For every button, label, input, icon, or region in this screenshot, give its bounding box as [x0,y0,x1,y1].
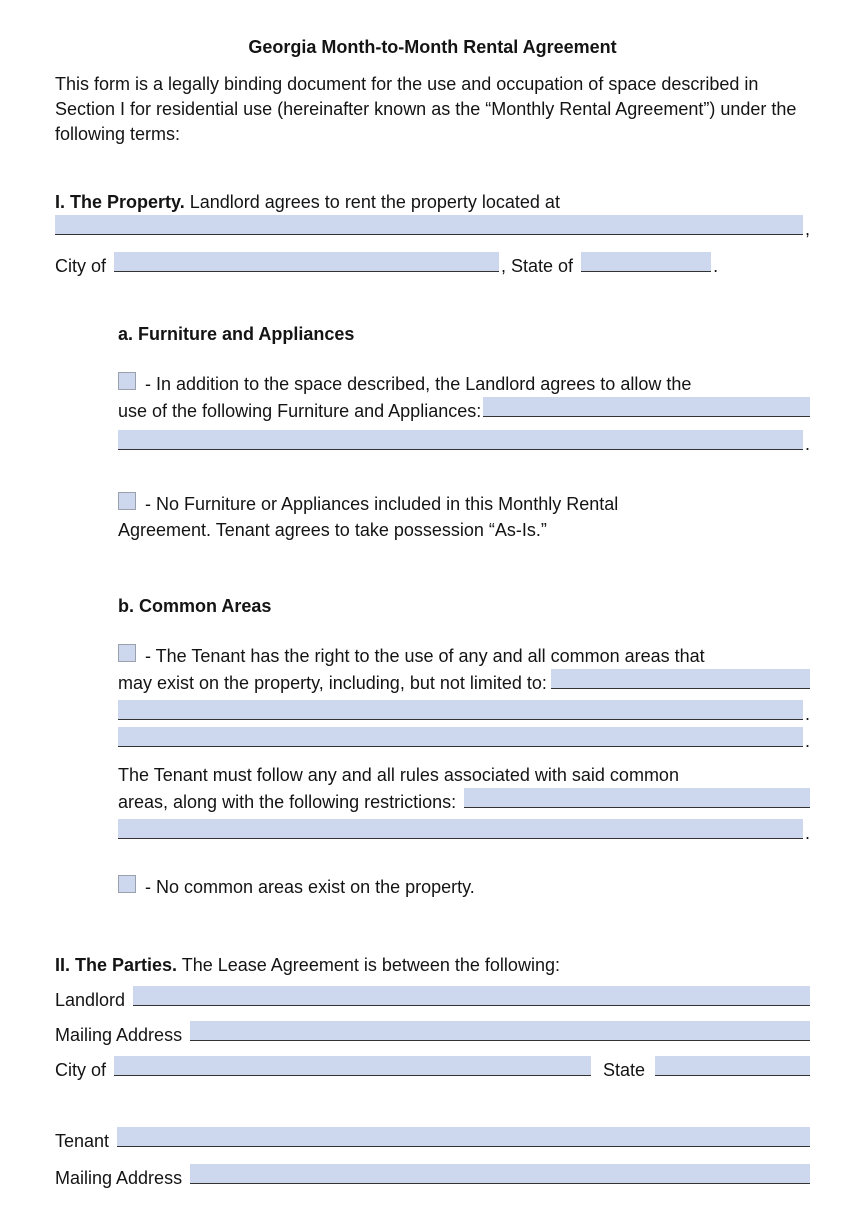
no-furniture-text-2: Agreement. Tenant agrees to take possession “As-Is.” [118,520,547,540]
period-punct: . [713,256,719,276]
mailing-address-label-2: Mailing Address [55,1168,183,1188]
common-areas-field-2[interactable] [118,700,803,720]
city-label: City of [55,256,107,276]
landlord-mailing-field[interactable] [190,1021,810,1041]
period-punct: . [804,704,810,724]
landlord-name-field[interactable] [133,986,810,1006]
landlord-city-field[interactable] [114,1056,591,1076]
common-areas-row-3 [118,727,810,754]
section-2-heading-text: The Lease Agreement is between the following: [177,955,560,975]
furniture-list-field[interactable] [483,397,810,417]
no-common-areas-text: - No common areas exist on the property. [145,877,475,897]
tenant-label: Tenant [55,1131,110,1151]
restrictions-row-2 [118,819,810,846]
property-state-field[interactable] [581,252,711,272]
restrictions-field[interactable] [464,788,810,808]
property-city-field[interactable] [114,252,499,272]
section-2-heading [55,952,810,978]
property-city-state-row [55,252,810,279]
subsection-b-heading: b. Common Areas [118,596,272,616]
property-address-field[interactable] [55,215,803,235]
comma-punct: , [804,219,810,239]
tenant-name-field[interactable] [117,1127,810,1147]
document-title: Georgia Month-to-Month Rental Agreement [248,37,617,57]
common-areas-option-line-2 [118,669,810,696]
furniture-included-checkbox[interactable] [118,372,136,390]
no-furniture-checkbox[interactable] [118,492,136,510]
section-1-number: I. The Property. [55,192,185,212]
section-2-number: II. The Parties. [55,955,178,975]
rules-line-2 [118,788,810,815]
common-areas-field-3[interactable] [118,727,803,747]
tenant-mailing-field[interactable] [190,1164,810,1184]
furniture-option-line-1 [118,371,810,397]
intro-paragraph: This form is a legally binding document for the use and occupation of space described in Section I for residential use (hereinafter known as the “Monthly Rental Agreement”) under the following terms: [55,74,797,144]
period-punct: . [804,731,810,751]
no-common-areas-checkbox[interactable] [118,875,136,893]
state-label: State [602,1060,645,1080]
landlord-label: Landlord [55,990,126,1010]
common-areas-field[interactable] [551,669,810,689]
period-punct: . [804,434,810,454]
furniture-list-row-2 [118,430,810,457]
subsection-a-heading: a. Furniture and Appliances [118,324,355,344]
restrictions-field-2[interactable] [118,819,803,839]
tenant-mailing-row [55,1164,810,1191]
property-address-row [55,215,810,242]
landlord-row [55,986,810,1013]
rules-text-2: areas, along with the following restrictions: [118,792,457,812]
no-furniture-text-1: - No Furniture or Appliances included in this Monthly Rental [145,494,619,514]
section-1-heading-text: Landlord agrees to rent the property located at [184,192,560,212]
no-furniture-option-line-1 [118,491,810,517]
furniture-option-text-2: use of the following Furniture and Appliances: [118,401,482,421]
common-areas-row-2 [118,700,810,727]
landlord-state-field[interactable] [655,1056,810,1076]
landlord-city-state-row [55,1056,810,1083]
no-common-areas-option [118,874,810,900]
no-furniture-option-line-2 [118,517,810,543]
common-areas-option-line-1 [118,643,810,669]
rules-text-1: The Tenant must follow any and all rules associated with said common [118,765,679,785]
tenant-row [55,1127,810,1154]
common-areas-text-2: may exist on the property, including, but not limited to: [118,673,547,693]
common-areas-text-1: - The Tenant has the right to the use of any and all common areas that [145,646,705,666]
common-areas-checkbox[interactable] [118,644,136,662]
furniture-list-field-2[interactable] [118,430,803,450]
landlord-mailing-row [55,1021,810,1048]
state-label: , State of [501,256,574,276]
furniture-option-line-2 [118,397,810,424]
mailing-address-label: Mailing Address [55,1025,183,1045]
period-punct: . [804,823,810,843]
city-label: City of [55,1060,107,1080]
furniture-option-text-1: - In addition to the space described, the Landlord agrees to allow the [145,374,692,394]
section-1-heading [55,189,810,215]
rules-line-1 [118,762,810,788]
